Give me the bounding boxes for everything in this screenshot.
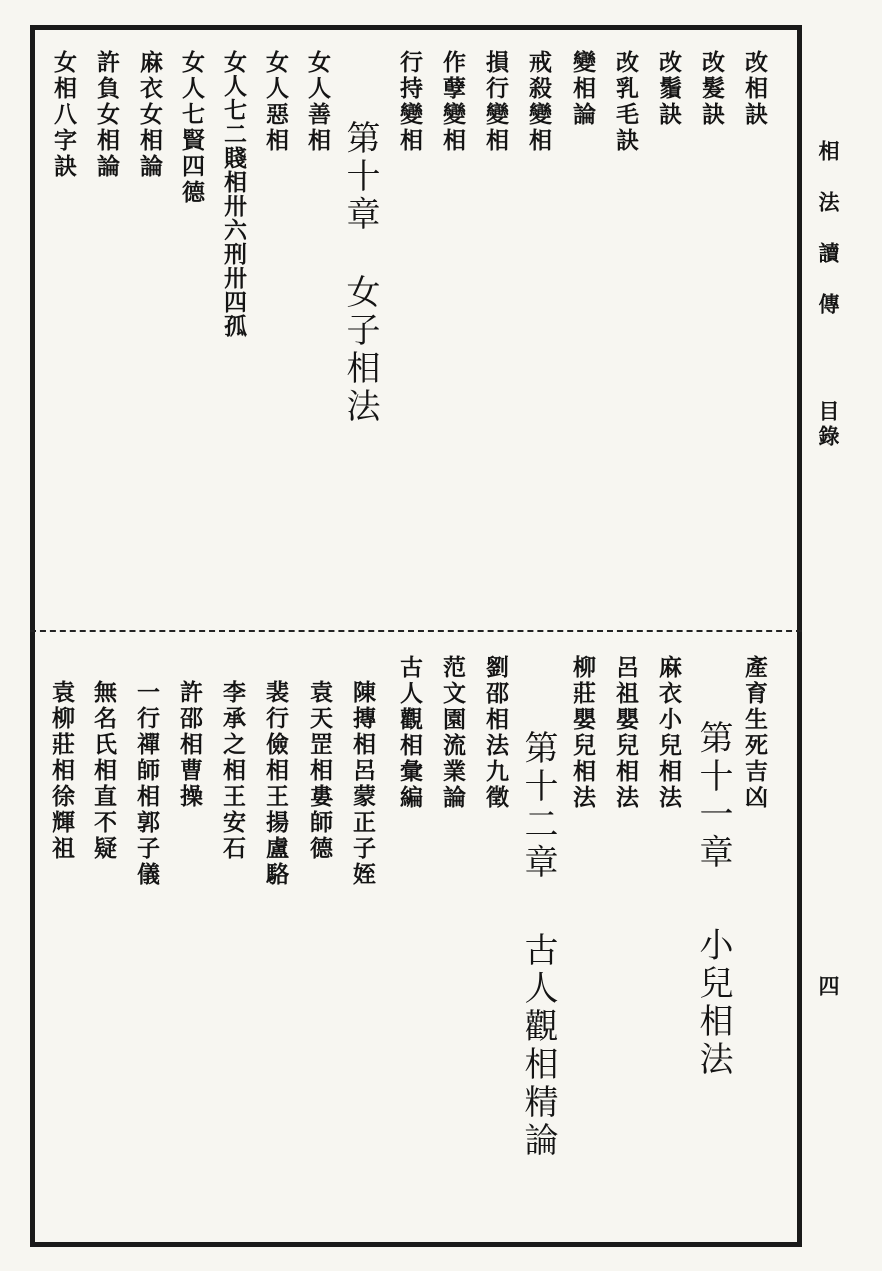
toc-entry: 劉邵相法九徵 [482,655,509,811]
toc-entry: 柳莊嬰兒相法 [569,655,596,811]
toc-entry: 戒殺變相 [525,50,552,154]
toc-entry: 范文園流業論 [439,655,466,811]
toc-entry: 改乳毛訣 [612,50,639,154]
running-section: 目錄 [816,400,841,450]
toc-entry: 改鬚訣 [655,50,682,128]
toc-entry: 行持變相 [396,50,423,154]
section-divider [30,630,802,632]
chapter-heading-11 [693,720,733,1079]
toc-entry: 陳摶相呂蒙正子姪 [349,680,376,888]
chapter-heading-10 [340,120,380,426]
toc-entry: 古人觀相彙編 [396,655,423,811]
chapter-number: 第十章 [340,120,380,234]
chapter-title: 古人觀相精論 [518,932,558,1160]
chapter-title: 女子相法 [340,274,380,426]
toc-entry: 麻衣小兒相法 [655,655,682,811]
toc-entry: 無名氏相直不疑 [90,680,117,862]
toc-entry: 變相論 [569,50,596,128]
toc-entry: 裴行儉相王揚盧駱 [262,680,289,888]
toc-entry: 女人惡相 [262,50,289,154]
toc-entry: 李承之相王安石 [219,680,246,862]
toc-entry: 女人七賢四德 [178,50,205,206]
running-title: 相法讀傳 [816,140,841,344]
chapter-number: 第十一章 [693,720,733,872]
toc-entry: 呂祖嬰兒相法 [612,655,639,811]
toc-entry: 麻衣女相論 [136,50,163,180]
toc-entry: 改髮訣 [698,50,725,128]
chapter-title: 小兒相法 [693,927,733,1079]
toc-entry: 作孽變相 [439,50,466,154]
page-border [30,25,802,1247]
toc-entry: 改相訣 [741,50,768,128]
toc-entry: 一行禪師相郭子儀 [133,680,160,888]
toc-entry: 許負女相論 [93,50,120,180]
page-number: 四 [816,975,841,996]
toc-entry: 女人善相 [304,50,331,154]
chapter-number: 第十二章 [518,730,558,882]
toc-entry: 女相八字訣 [50,50,77,180]
toc-entry: 袁天罡相婁師德 [306,680,333,862]
toc-entry: 女人七二賤相卅六刑卅四孤 [220,50,247,338]
toc-entry: 袁柳莊相徐輝祖 [48,680,75,862]
chapter-heading-12 [518,730,558,1160]
toc-entry: 損行變相 [482,50,509,154]
toc-entry: 產育生死吉凶 [741,655,768,811]
toc-entry: 許邵相曹操 [176,680,203,810]
